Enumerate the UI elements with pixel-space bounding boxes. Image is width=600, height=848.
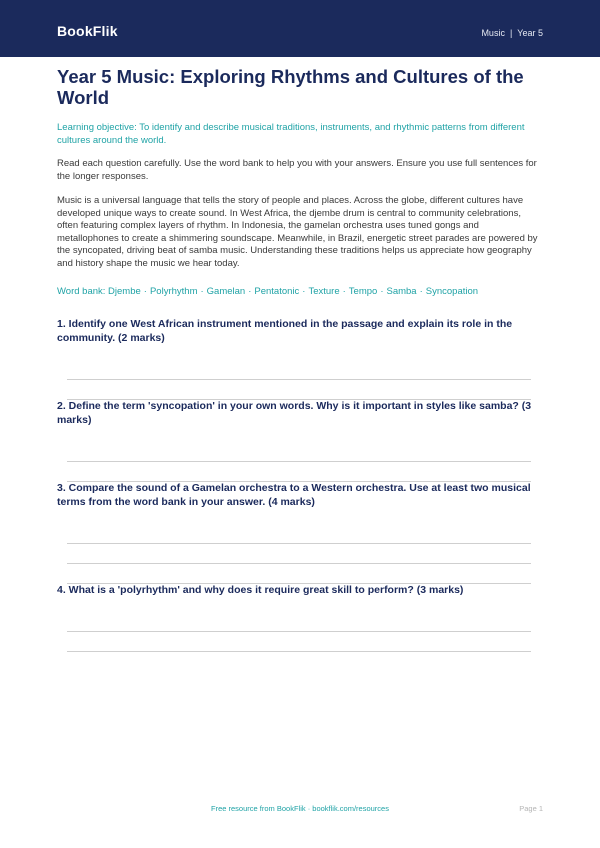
word-bank-word: Polyrhythm (149, 286, 198, 297)
word-separator: · (200, 286, 204, 297)
word-separator: · (419, 286, 423, 297)
question-3: 3. Compare the sound of a Gamelan orchestra to a Western orchestra. Use at least two musical terms from the word bank in your answer. (4 marks) (57, 482, 531, 508)
year-label: Year 5 (517, 28, 543, 38)
brand-logo[interactable]: BookFlik (57, 23, 118, 39)
word-bank-word: Djembe (108, 286, 141, 297)
subject-label: Music (481, 28, 505, 38)
word-bank-word: Syncopation (425, 286, 479, 297)
question-4: 4. What is a 'polyrhythm' and why does it require great skill to perform? (3 marks) (57, 584, 464, 596)
instructions-text: Read each question carefully. Use the word bank to help you with your answers. Ensure you use full sentences for the longer responses. (57, 158, 537, 182)
word-bank-word: Texture (308, 286, 340, 297)
footer-text[interactable]: Free resource from BookFlik · bookflik.com/resources (211, 804, 389, 813)
word-bank-word: Gamelan (206, 286, 246, 297)
page-number: Page 1 (519, 804, 543, 813)
breadcrumb (481, 28, 543, 38)
answer-line[interactable] (67, 379, 531, 380)
answer-line[interactable] (67, 543, 531, 544)
answer-line[interactable] (67, 461, 531, 462)
breadcrumb-separator: | (509, 28, 513, 38)
word-bank-word: Samba (386, 286, 417, 297)
word-separator: · (302, 286, 306, 297)
word-bank (57, 286, 543, 297)
question-1: 1. Identify one West African instrument mentioned in the passage and explain its role in the community. (2 marks) (57, 318, 513, 344)
header-bar (0, 0, 600, 57)
worksheet-title: Year 5 Music: Exploring Rhythms and Cultures of the World (57, 66, 524, 108)
word-separator: · (248, 286, 252, 297)
learning-objective: Learning objective: To identify and describe musical traditions, instruments, and rhythmic patterns from different cultures around the world. (57, 122, 525, 146)
answer-line[interactable] (67, 563, 531, 564)
word-bank-label: Word bank: (57, 286, 106, 297)
answer-line[interactable] (67, 631, 531, 632)
question-2: 2. Define the term 'syncopation' in your own words. Why is it important in styles like samba? (3 marks) (57, 400, 532, 426)
word-separator: · (143, 286, 147, 297)
word-bank-word: Pentatonic (254, 286, 300, 297)
reading-passage: Music is a universal language that tells the story of people and places. Across the globe, different cultures have developed unique ways to create sound. In West Africa, the djembe drum is central to community celebrations, often featuring complex layers of rhythm. In Indonesia, the gamelan orchestra uses tuned gongs and metallophones to create a shimmering soundscape. Meanwhile, in Brazil, energetic street parades are powered by the syncopated, driving beat of samba music. Understanding these traditions helps us appreciate how geography and history shape the music we hear today. (57, 195, 538, 269)
word-bank-word: Tempo (348, 286, 378, 297)
word-separator: · (342, 286, 346, 297)
answer-line[interactable] (67, 651, 531, 652)
word-separator: · (380, 286, 384, 297)
